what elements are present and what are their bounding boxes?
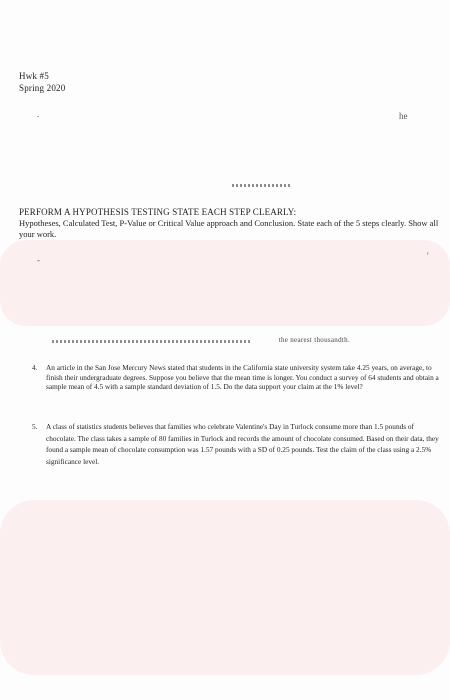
- stray-mark: .: [37, 109, 40, 119]
- instructions-body: Hypotheses, Calculated Test, P-Value or Critical Value approach and Conclusion. State each of the 5 steps clearly. Show all your work.: [19, 218, 439, 239]
- instructions-heading: PERFORM A HYPOTHESIS TESTING STATE EACH STEP CLEARLY:: [19, 207, 297, 217]
- problem-4: [32, 363, 440, 413]
- problem-text: A class of statistics students believes that families who celebrate Valentine's Day in Turlock consume more than 1.5 pounds of chocolate. The class takes a sample of 80 families in Turlock and records the amount of chocolate consumed. Based on their data, they found a sample mean of chocolate consumption was 1.57 pounds with a SD of 0.25 pounds. Test the claim of the class using a 2.5% significance level.: [46, 422, 439, 466]
- problem-5: [32, 421, 440, 491]
- pink-smudge-top: [0, 240, 450, 326]
- pink-smudge-bottom: [0, 500, 450, 675]
- cut-off-fragment: he: [399, 111, 408, 121]
- instructions-block: [19, 207, 439, 240]
- problem-number: 4.: [32, 363, 38, 372]
- cut-off-text-line: [232, 184, 290, 187]
- semester-label: Spring 2020: [19, 83, 66, 93]
- stray-mark-2: -: [37, 255, 40, 265]
- cut-off-sentence: the nearest thousandth.: [52, 336, 350, 346]
- document-header: [19, 70, 65, 94]
- homework-label: Hwk #5: [19, 71, 49, 81]
- stray-mark-3: ': [427, 251, 429, 261]
- problem-text: An article in the San Jose Mercury News stated that students in the California state university system take 4.25 years, on average, to finish their undergraduate degrees. Suppose you believe that the mean time is longer. You conduct a survey of 64 students and obtain a sample mean of 4.5 with a sample standard deviation of 1.5. Do the data support your claim at the 1% level?: [46, 363, 439, 392]
- problem-number: 5.: [32, 422, 38, 431]
